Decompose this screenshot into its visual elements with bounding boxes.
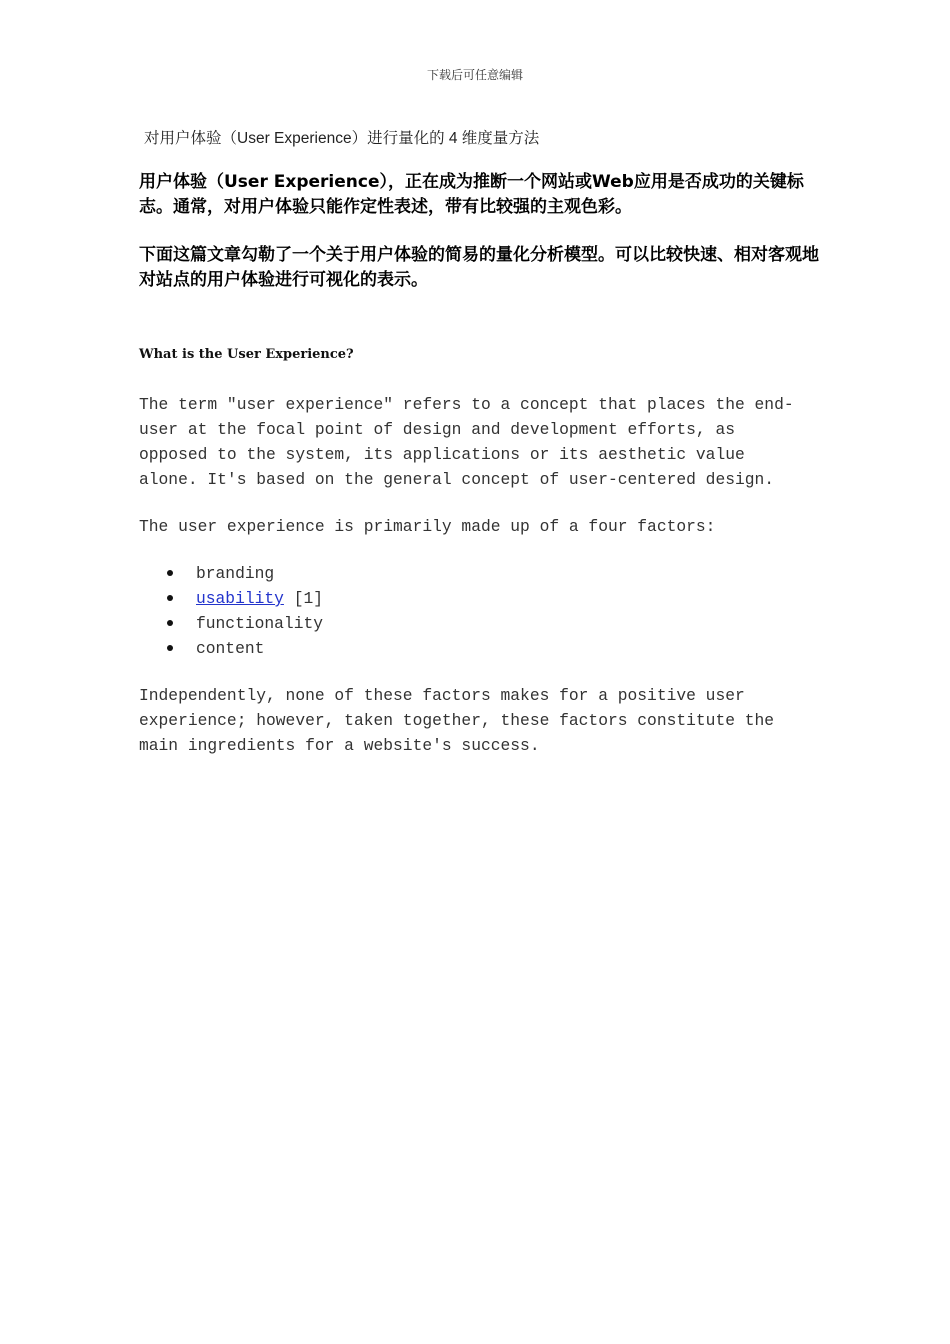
list-item [139, 636, 323, 661]
bullet-icon [167, 645, 173, 651]
factor-label-functionality: functionality [196, 614, 324, 633]
factor-label-content: content [196, 639, 265, 658]
definition-paragraph: The term "user experience" refers to a concept that places the end- user at the focal point of design and development efforts, as opposed to the system, its applications or its aesthetic value alone. It's based on the general concept of user-centered design. [139, 395, 794, 489]
document-title: 对用户体验（User Experience）进行量化的 4 维度量方法 [144, 130, 540, 147]
intro-paragraph-1: 用户体验（User Experience），正在成为推断一个网站或Web应用是否成功的关键标志。通常，对用户体验只能作定性表述，带有比较强的主观色彩。 [139, 172, 804, 217]
section-heading: What is the User Experience? [139, 347, 354, 362]
bullet-icon [167, 620, 173, 626]
usability-reference: [1] [293, 589, 324, 608]
factor-label-branding: branding [196, 564, 275, 583]
bullet-icon [167, 595, 173, 601]
conclusion-paragraph: Independently, none of these factors makes for a positive user experience; however, taken together, these factors constitute the main ingredients for a website's success. [139, 686, 775, 755]
factors-list [139, 561, 323, 661]
list-item [139, 586, 323, 611]
list-item [139, 611, 323, 636]
header-note: 下载后可任意编辑 [426, 68, 523, 82]
intro-paragraph-2: 下面这篇文章勾勒了一个关于用户体验的简易的量化分析模型。可以比较快速、相对客观地对站点的用户体验进行可视化的表示。 [139, 245, 819, 290]
usability-link[interactable]: usability [196, 589, 284, 608]
factors-intro-paragraph: The user experience is primarily made up of a four factors: [139, 517, 716, 536]
list-item [139, 561, 323, 586]
bullet-icon [167, 570, 173, 576]
